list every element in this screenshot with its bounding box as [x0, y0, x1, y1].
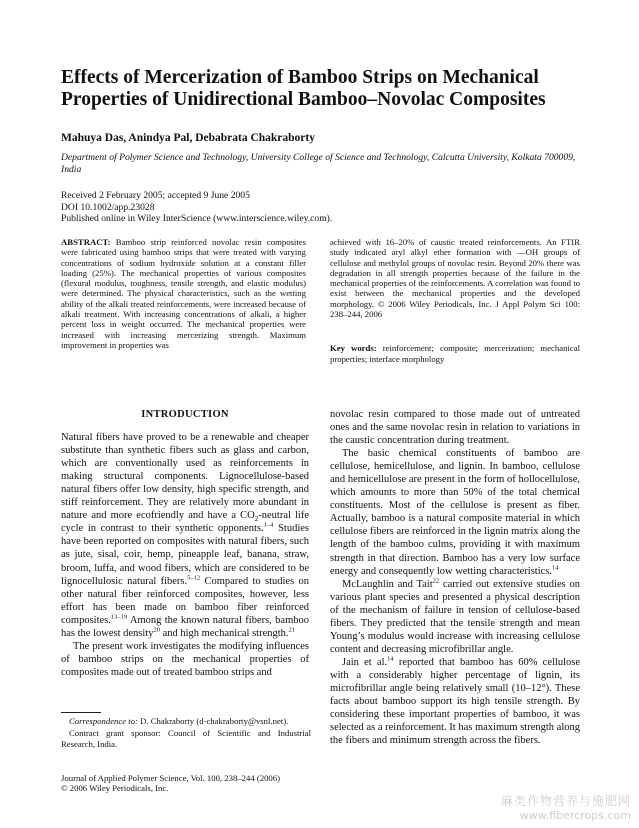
citation-ref: 20 — [153, 626, 160, 634]
intro-paragraph-2: The present work investigates the modifying influences of bamboo strips on the mechanical properties of composites made out of treated bamboo strips and — [61, 640, 309, 678]
text-run: reported that bamboo has 60% cellulose with a considerably higher percentage of lignin, its microfibrillar angle being relatively small (10–12°). These facts about bamboo support its high tensile strength. By considering these important properties of bamboo, it was selected as a reinforcement. It has maximum strength along the fibers and minimum strength across the fibers. — [330, 656, 580, 747]
publication-dates — [61, 190, 581, 225]
intro-paragraph-6 — [330, 656, 580, 747]
intro-paragraph-4 — [330, 447, 580, 577]
citation-ref: 14 — [387, 655, 394, 663]
doi: DOI 10.1002/app.23028 — [61, 201, 155, 213]
intro-paragraph-1 — [61, 431, 309, 640]
watermark-title: 麻类作物营养与施肥网 — [500, 794, 631, 808]
abstract-right-column — [330, 237, 580, 364]
keywords — [330, 343, 580, 364]
abstract-text-left: Bamboo strip reinforced novolac resin composites were fabricated using bamboo strips that were treated with varying concentrations of sodium hydroxide solution at a constant filler loading (25%). The mechanical properties of various composites (flexural modulus, toughness, tensile strength, and elastic modulus) were determined. The physical characteristics, such as the wetting ability of the alkali treated reinforcements, were increased because of alkali treatment. With increasing concentrations of alkali, a higher percent loss in weight occurred. The mechanical properties were increased with increasing mercerizing strength. Maximum improvement in properties was — [61, 237, 306, 350]
footnotes — [61, 716, 311, 751]
journal-copyright: © 2006 Wiley Periodicals, Inc. — [61, 783, 169, 794]
citation-ref: 5–12 — [187, 574, 201, 582]
body-right-column — [330, 408, 580, 747]
citation-ref: 22 — [432, 577, 440, 585]
journal-citation — [61, 773, 321, 794]
text-run: Among the known natural fibers, bamboo has the lowest density — [61, 614, 309, 639]
text-run: Compared to studies on other natural fiber reinforced composites, however, less effort has been made on bamboo fiber reinforced composites. — [61, 575, 309, 626]
keywords-heading: Key words: — [330, 343, 377, 354]
grant-note: Contract grant sponsor: Council of Scientific and Industrial Research, India. — [61, 728, 311, 749]
correspondence-text: D. Chakraborty (d-chakraborty@vsnl.net). — [137, 716, 289, 726]
citation-ref: 14 — [551, 564, 559, 572]
text-run: carried out extensive studies on various plant species and presented a physical description of the mechanism of failure in tension of cellulose-based fibers. They predicted that the tensile strength and mean Young’s modulus would increase with increasing cellulose content and decreasing microfibrillar angle. — [330, 578, 580, 655]
text-run: The basic chemical constituents of bamboo are cellulose, hemicellulose, and lignin. In bamboo, cellulose and hemicellulose are present in the form of hollocellulose, which amounts to more than 50% of the total chemical constituents. Most of the cellulose is present as fiber. Actually, bamboo is a natural composite material in which cellulose fibers are reinforced in the lignin matrix along the length of the bamboo culms, providing it with maximum strength in that direction. Bamboo has a very low surface energy and consequently low wetting characteristics. — [330, 448, 580, 577]
citation-ref: 13–19 — [110, 613, 128, 621]
correspondence-note — [61, 716, 311, 726]
text-run: Jain et al. — [342, 656, 388, 668]
citation-ref: 1–4 — [263, 521, 274, 529]
subscript: 2 — [254, 515, 259, 524]
section-heading-introduction: INTRODUCTION — [141, 409, 229, 420]
correspondence-label: Correspondence to: — [69, 716, 138, 726]
body-left-column — [61, 408, 309, 679]
affiliation: Department of Polymer Science and Technology, University College of Science and Technology, Calcutta University, Kolkata 700009, India — [61, 152, 576, 175]
intro-paragraph-5 — [330, 578, 580, 656]
text-run: and high mechanical strength. — [159, 627, 289, 639]
author-list: Mahuya Das, Anindya Pal, Debabrata Chakraborty — [61, 132, 315, 144]
abstract-text-right: achieved with 16–20% of caustic treated reinforcements. An FTIR study indicated aryl alkyl ether formation with —OH groups of cellulose and methylol groups of novolac resin. Beyond 20% there was degradation in all strength properties because of the failure in the mechanical properties of the reinforcements. A correlation was found to exist between the mechanical properties and the developed morphology. — [330, 237, 580, 309]
journal-reference: Journal of Applied Polymer Science, Vol. 100, 238–244 (2006) — [61, 773, 281, 783]
received-date: Received 2 February 2005; accepted 9 June 2005 — [61, 190, 250, 201]
paper-title: Effects of Mercerization of Bamboo Strips on Mechanical Properties of Unidirectional Bamboo–Novolac Composites — [61, 67, 546, 110]
text-run: Natural fibers have proved to be a renewable and cheaper substitute than synthetic fibers such as glass and carbon, which are conventionally used as reinforcements in making structural components. Lignocellulose-based natural fibers offer low density, high specific strength, and stiff reinforcement. They are relatively more abundant in nature and more ecofriendly and have a CO — [61, 432, 309, 522]
abstract-left-column — [61, 237, 306, 350]
intro-paragraph-3: novolac resin compared to those made out of untreated ones and the same novolac resin in relation to variations in the caustic concentration during treatment. — [330, 409, 580, 447]
text-run: McLaughlin and Tait — [342, 578, 433, 590]
abstract-copyright: © 2006 Wiley Periodicals, Inc. J Appl Polym Sci 100: 238–244, 2006 — [330, 298, 581, 320]
text-run: -neutral life cycle in contrast to their synthetic opponents. — [61, 510, 309, 535]
keywords-text: reinforcement; composite; mercerization; mechanical properties; interface morphology — [330, 343, 580, 364]
footnote-divider — [61, 712, 101, 713]
text-run: Studies have been reported on composites with natural fibers, such as jute, sisal, coir, hemp, pineapple leaf, banana, straw, broom, luffa, and wood fibers, which are considered to be lignocellulosic natural fibers. — [61, 523, 309, 587]
site-watermark — [501, 792, 631, 822]
abstract-heading: ABSTRACT: — [61, 237, 111, 247]
published-online: Published online in Wiley InterScience (www.interscience.wiley.com). — [61, 213, 333, 224]
watermark-url: www.fibercrops.com — [519, 809, 631, 822]
citation-ref: 21 — [288, 626, 296, 634]
